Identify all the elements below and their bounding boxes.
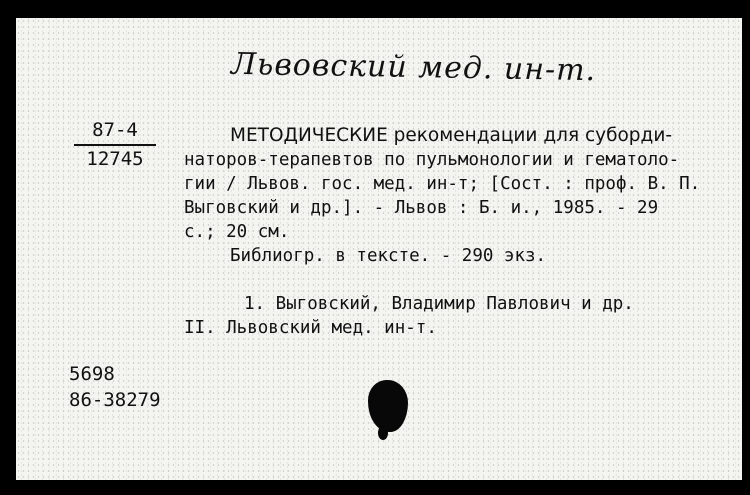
entry-notes: Библиогр. в тексте. - 290 экз. bbox=[230, 246, 547, 266]
call-number bbox=[74, 118, 156, 171]
accession-numbers bbox=[69, 361, 161, 413]
accession-first: 5698 bbox=[69, 363, 115, 385]
spacer bbox=[184, 268, 739, 292]
ink-blot bbox=[368, 380, 408, 432]
call-number-bottom: 12745 bbox=[86, 148, 144, 170]
ink-blot-tail bbox=[378, 426, 388, 440]
tracing-1: 1. Выговский, Владимир Павлович и др. bbox=[244, 294, 634, 314]
accession-second: 86-38279 bbox=[69, 389, 161, 411]
call-number-divider bbox=[74, 144, 156, 146]
entry-line-2: наторов-терапевтов по пульмонологии и гематоло- bbox=[184, 150, 680, 170]
card-heading: Львовский мед. ин-т. bbox=[230, 46, 597, 89]
call-number-top: 87-4 bbox=[92, 119, 138, 141]
entry-line-4: Выговский и др.]. - Львов : Б. и., 1985. - 29 bbox=[184, 198, 659, 218]
catalog-card bbox=[16, 18, 742, 480]
entry-line-1: МЕТОДИЧЕСКИЕ рекомендации для суборди- bbox=[230, 125, 673, 146]
entry-line-5: с.; 20 см. bbox=[184, 222, 290, 242]
bibliographic-entry bbox=[184, 124, 739, 340]
entry-line-3: гии / Львов. гос. мед. ин-т; [Сост. : проф. В. П. bbox=[184, 174, 701, 194]
tracing-2: II. Львовский мед. ин-т. bbox=[184, 318, 437, 338]
